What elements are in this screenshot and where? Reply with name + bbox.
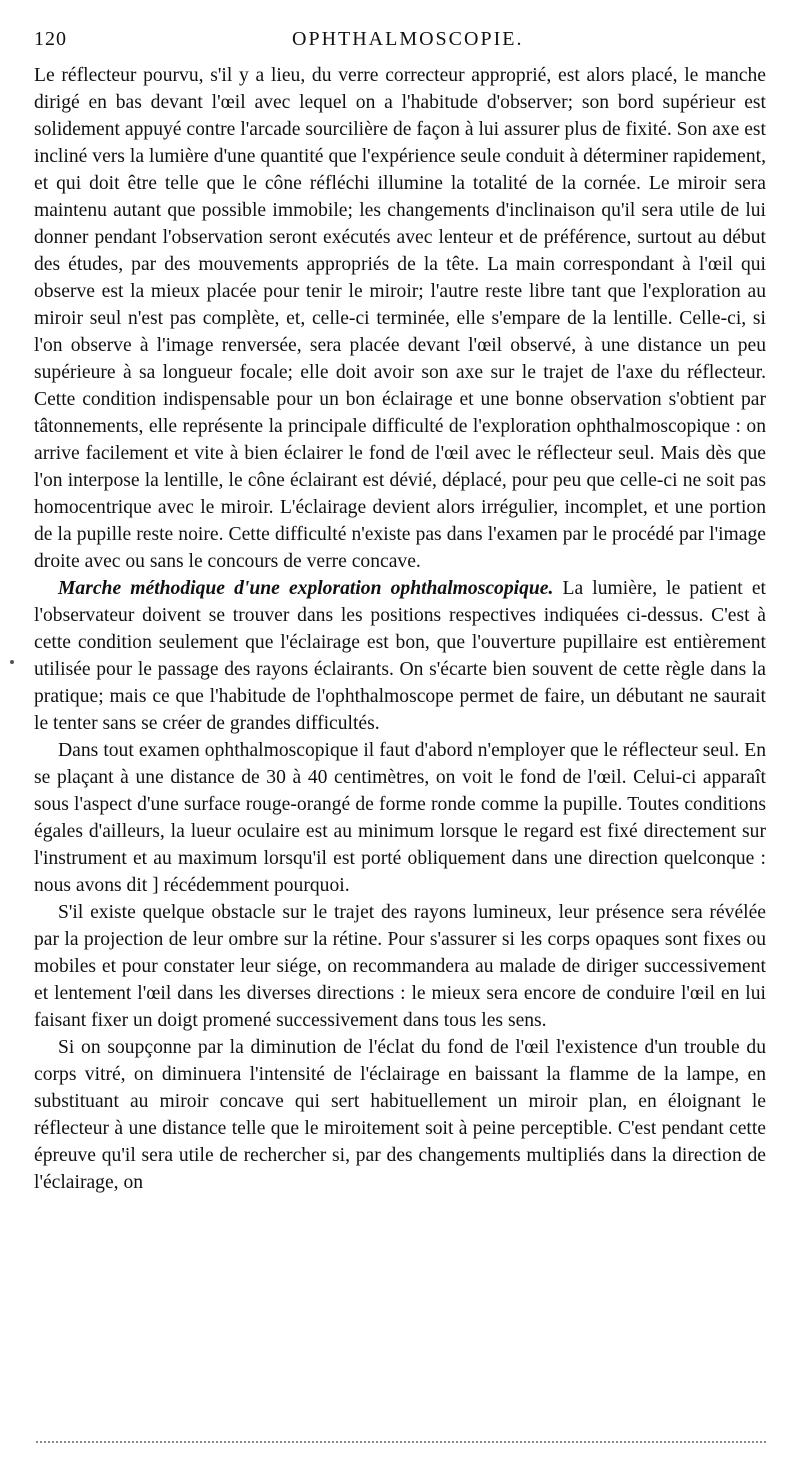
section-heading: Marche méthodique d'une exploration ophthalmoscopique. (58, 578, 554, 599)
paragraph-5 (34, 1034, 766, 1196)
paragraph-1 (34, 62, 766, 575)
paragraph-1-text: Le réflecteur pourvu, s'il y a lieu, du verre correcteur approprié, est alors placé, le manche dirigé en bas devant l'œil avec lequel on a l'habitude d'observer; son bord supérieur est solidement appuyé contre l'arcade sourcilière de façon à lui assurer plus de fixité. Son axe est incliné vers la lumière d'une quantité que l'expérience seule conduit à déterminer rapidement, et qui doit être telle que le cône réfléchi illumine la totalité de la cornée. Le miroir sera maintenu autant que possible immobile; les changements d'inclinaison qu'il sera utile de lui donner pendant l'observation seront exécutés avec lenteur et de préférence, surtout au début des études, par des mouvements appropriés de la tête. La main correspondant à l'œil qui observe est la mieux placée pour tenir le miroir; l'autre reste libre tant que l'exploration au miroir seul n'est pas complète, et, celle-ci terminée, elle s'empare de la lentille. Celle-ci, si l'on observe à l'image renversée, sera placée devant l'œil observé, à une distance un peu supérieure à sa longueur focale; elle doit avoir son axe sur le trajet de l'axe du réflecteur. Cette condition indispensable pour un bon éclairage et une bonne observation s'obtient par tâtonnements, elle représente la principale difficulté de l'exploration ophthalmoscopique : on arrive facilement et vite à bien éclairer le fond de l'œil avec le réflecteur seul. Mais dès que l'on interpose la lentille, le cône éclairant est dévié, déplacé, pour peu que celle-ci ne soit pas homocentrique avec le miroir. L'éclairage devient alors irrégulier, incomplet, et une portion de la pupille reste noire. Cette difficulté n'existe pas dans l'examen par le procédé par l'image droite avec ou sans le concours de verre concave. (34, 65, 766, 572)
paragraph-5-text: Si on soupçonne par la diminution de l'éclat du fond de l'œil l'existence d'un trouble du corps vitré, on diminuera l'intensité de l'éclairage en baissant la flamme de la lampe, en substituant au miroir concave qui sert habituellement un miroir plan, en éloignant le réflecteur à une distance telle que le miroitement soit à peine perceptible. C'est pendant cette épreuve qu'il sera utile de rechercher si, par des changements multipliés dans la direction de l'éclairage, on (34, 1037, 766, 1193)
running-title: OPHTHALMOSCOPIE. (292, 28, 524, 50)
paragraph-4 (34, 899, 766, 1034)
page-number: 120 (34, 28, 67, 50)
paragraph-3-text: Dans tout examen ophthalmoscopique il faut d'abord n'employer que le réflecteur seul. En se plaçant à une distance de 30 à 40 centimètres, on voit le fond de l'œil. Celui-ci apparaît sous l'aspect d'une surface rouge-orangé de forme ronde comme la pupille. Toutes conditions égales d'ailleurs, la lueur oculaire est au minimum lorsque le regard est fixé directement sur l'instrument et au maximum lorsqu'il est porté obliquement dans une direction quelconque : nous avons dit ] récédemment pourquoi. (34, 740, 766, 896)
paragraph-4-text: S'il existe quelque obstacle sur le trajet des rayons lumineux, leur présence sera révélée par la projection de leur ombre sur la rétine. Pour s'assurer si les corps opaques sont fixes ou mobiles et pour constater leur siége, on recommandera au malade de diriger successivement et lentement l'œil dans les diverses directions : le mieux sera encore de conduire l'œil en lui faisant fixer un doigt promené successivement dans tous les sens. (34, 902, 766, 1031)
page-header (34, 28, 766, 62)
paragraph-2 (34, 575, 766, 737)
paragraph-2-text: La lumière, le patient et l'observateur doivent se trouver dans les positions respectives indiquées ci-dessus. C'est à cette condition seulement que l'éclairage est bon, que l'ouverture pupillaire est entièrement utilisée pour le passage des rayons éclairants. On s'écarte bien souvent de cette règle dans la pratique; mais ce que l'habitude de l'ophthalmoscope permet de faire, un débutant ne saurait le tenter sans se créer de grandes difficultés. (34, 578, 767, 734)
paragraph-3 (34, 737, 766, 899)
document-page (34, 28, 766, 1196)
margin-mark (10, 660, 14, 664)
footer-dotted-rule (36, 1441, 766, 1443)
